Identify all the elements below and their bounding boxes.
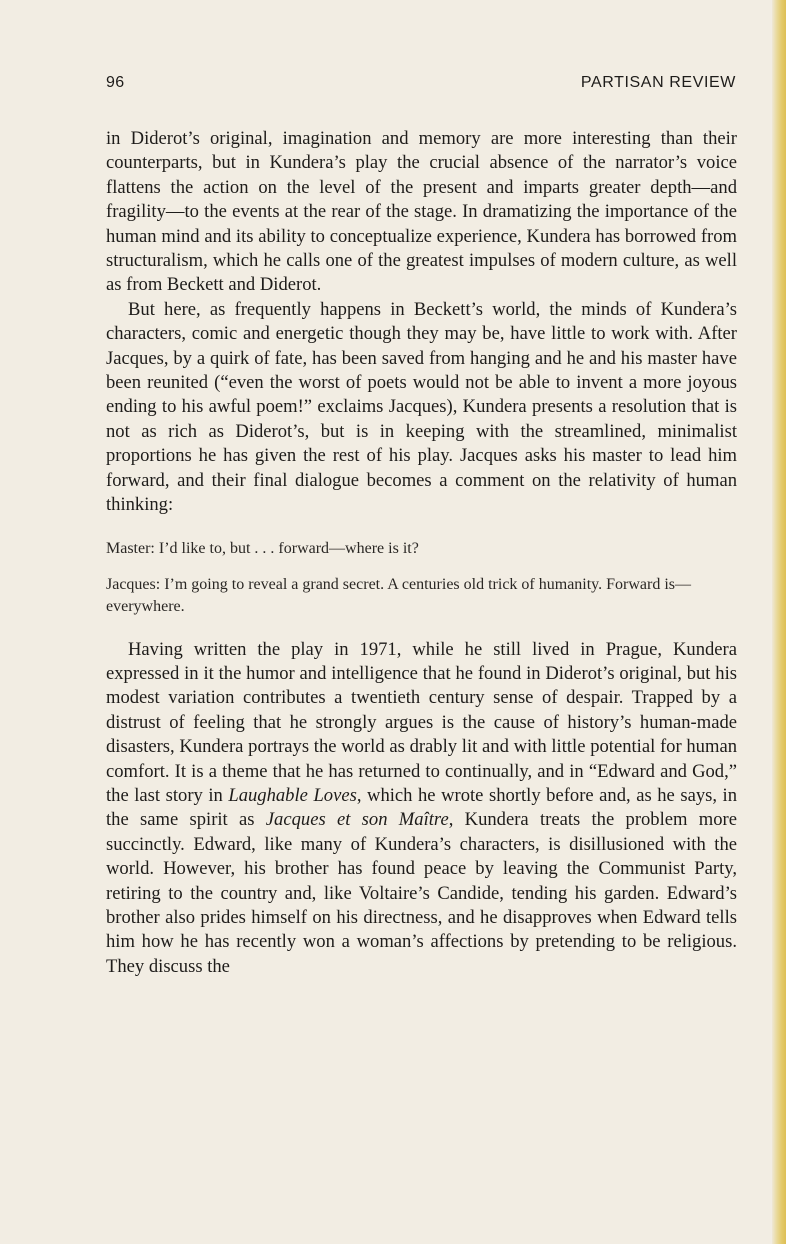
paragraph-2: But here, as frequently happens in Beckett’s world, the minds of Kundera’s characters, comic and energetic though they may be, have little to work with. After Jacques, by a quirk of fate, has been saved from hanging and he and his master have been reunited (“even the worst of poets would not be able to invent a more joyous ending to his awful poem!” exclaims Jacques), Kundera presents a resolution that is not as rich as Diderot’s, but is in keeping with the streamlined, minimalist proportions he has given the rest of his play. Jacques asks his master to lead him forward, and their final dialogue becomes a comment on the relativity of human thinking: xyxy=(106,298,737,516)
page-number: 96 xyxy=(106,74,125,91)
quote-master-line: Master: I’d like to, but . . . forward—where is it? xyxy=(106,539,419,557)
play-title-jacques-et-son-maitre: Jacques et son Maître xyxy=(265,809,449,831)
paragraph-3-part-2: , which he wrote shortly before and, as he says, in the same spirit as xyxy=(106,784,738,831)
article-body xyxy=(106,127,737,979)
page-edge xyxy=(772,0,786,1244)
paragraph-3-part-1: Having written the play in 1971, while he still lived in Prague, Kundera expressed in it the humor and intelligence that he found in Diderot’s original, but his modest variation contributes a twentieth century sense of despair. Trapped by a distrust of feeling that he strongly argues is the cause of history’s human-made disasters, Kundera portrays the world as drably lit and with little potential for human comfort. It is a theme that he has returned to continually, and in “Edward and God,” the last story in xyxy=(106,638,737,806)
dialogue-quote xyxy=(106,538,737,618)
quote-jacques-line: Jacques: I’m going to reveal a grand secret. A centuries old trick of humanity. Forward is—everywhere. xyxy=(106,575,692,615)
book-title-laughable-loves: Laughable Loves xyxy=(228,784,357,806)
running-head: PARTISAN REVIEW xyxy=(580,74,736,91)
paragraph-3-part-3: , Kundera treats the problem more succinctly. Edward, like many of Kundera’s characters, is disillusioned with the world. However, his brother has found peace by leaving the Communist Party, retiring to the country and, like Voltaire’s Candide, tending his garden. Edward’s brother also prides himself on his directness, and he disapproves when Edward tells him how he has recently won a woman’s affections by pretending to be religious. They discuss the xyxy=(106,809,737,977)
page-header xyxy=(106,74,736,98)
paragraph-1: in Diderot’s original, imagination and memory are more interesting than their counterparts, but in Kundera’s play the crucial absence of the narrator’s voice flattens the action on the level of the present and imparts greater depth—and fragility—to the events at the rear of the stage. In dramatizing the importance of the human mind and its ability to conceptualize experience, Kundera has borrowed from structuralism, which he calls one of the greatest impulses of modern culture, as well as from Beckett and Diderot. xyxy=(106,128,737,296)
paragraph-3 xyxy=(106,638,737,980)
